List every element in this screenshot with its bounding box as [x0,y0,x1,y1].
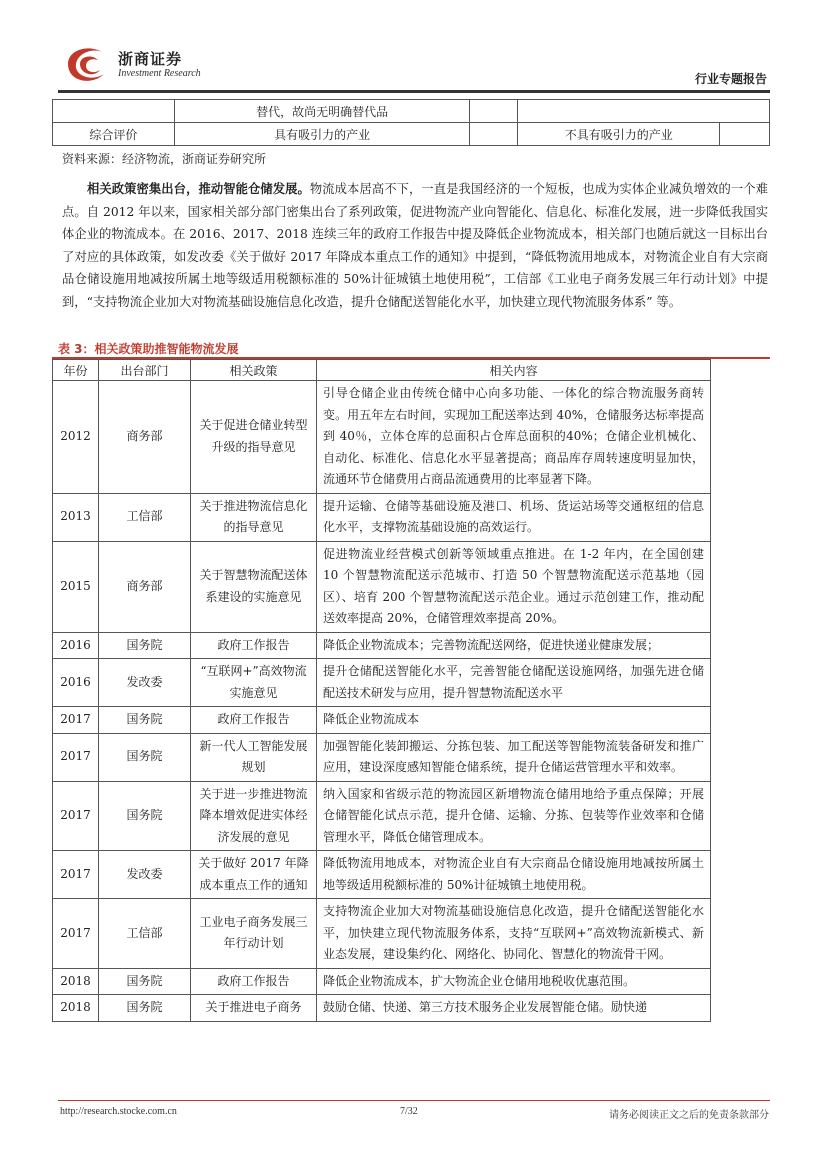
body-paragraph [62,178,768,314]
table-row [53,541,711,632]
table-row [53,123,770,146]
column-header-year: 年份 [53,360,99,381]
brand-name-cn: 浙商证券 [118,50,183,68]
table-cell [518,100,770,123]
content-cell: 降低企业物流成本；完善物流配送网络，促进快递业健康发展； [317,632,711,659]
paragraph-lead: 相关政策密集出台，推动智能仓储发展。 [87,182,310,196]
policy-cell: “互联网+”高效物流实施意见 [191,659,317,707]
table-row [53,100,770,123]
policy-cell: 关于进一步推进物流降本增效促进实体经济发展的意见 [191,781,317,851]
dept-cell: 发改委 [99,851,191,899]
content-cell: 降低物流用地成本，对物流企业自有大宗商品仓储设施用地减按所属土地等级适用税额标准的 50%计征城镇土地使用税。 [317,851,711,899]
brand-name-en: Investment Research [118,68,201,79]
page-number: 7/32 [400,1106,418,1117]
table-cell [470,123,518,146]
dept-cell: 国务院 [99,968,191,995]
column-header-dept: 出台部门 [99,360,191,381]
policy-cell: 政府工作报告 [191,632,317,659]
year-cell: 2018 [53,968,99,995]
content-cell: 支持物流企业加大对物流基础设施信息化改造，提升仓储配送智能化水平，加快建立现代物流服务体系，支持“互联网+”高效物流新模式、新业态发展，建设集约化、网络化、协同化、智慧化的物流骨干网。 [317,899,711,969]
table-cell [720,123,770,146]
comparison-table-tail [52,99,770,146]
source-note: 资料来源：经济物流，浙商证券研究所 [62,152,267,166]
policy-cell: 政府工作报告 [191,707,317,734]
content-cell: 提升运输、仓储等基础设施及港口、机场、货运站场等交通枢纽的信息化水平，支撑物流基础设施的高效运行。 [317,493,711,541]
disclaimer-note: 请务必阅读正文之后的免责条款部分 [609,1110,769,1121]
dept-cell: 工信部 [99,899,191,969]
table-row [53,493,711,541]
table-row [53,995,711,1022]
policy-cell: 工业电子商务发展三年行动计划 [191,899,317,969]
table-cell: 不具有吸引力的产业 [518,123,720,146]
dept-cell: 商务部 [99,541,191,632]
content-cell: 降低企业物流成本 [317,707,711,734]
table-row [53,899,711,969]
content-cell: 降低企业物流成本，扩大物流企业仓储用地税收优惠范围。 [317,968,711,995]
table-title: 表 3：相关政策助推智能物流发展 [58,342,239,356]
dept-cell: 商务部 [99,381,191,494]
table-cell: 综合评价 [53,123,175,146]
table-row [53,851,711,899]
policy-table-body [53,381,711,1022]
table-row [53,632,711,659]
year-cell: 2017 [53,707,99,734]
content-cell: 促进物流业经营模式创新等领域重点推进。在 1-2 年内，在全国创建 10 个智慧物流配送示范城市、打造 50 个智慧物流配送示范基地（园区）、培育 200 个智慧物流配送示范企业。通过示范创建工作，推动配送效率提高 20%，仓储管理效率提高 20%。 [317,541,711,632]
dept-cell: 国务院 [99,733,191,781]
content-cell: 纳入国家和省级示范的物流园区新增物流仓储用地给予重点保障；开展仓储智能化试点示范，提升仓储、运输、分拣、包装等作业效率和仓储管理水平，降低仓储管理成本。 [317,781,711,851]
year-cell: 2017 [53,781,99,851]
policy-cell: 政府工作报告 [191,968,317,995]
table-cell: 替代，故尚无明确替代品 [174,100,470,123]
policy-cell: 关于推进电子商务 [191,995,317,1022]
company-logo [58,42,116,86]
policy-cell: 关于促进仓储业转型升级的指导意见 [191,381,317,494]
table-header-row [53,360,711,381]
table-cell [53,100,175,123]
policy-cell: 关于推进物流信息化的指导意见 [191,493,317,541]
content-cell: 提升仓储配送智能化水平，完善智能仓储配送设施网络，加强先进仓储配送技术研发与应用，提升智慧物流配送水平 [317,659,711,707]
header-divider [58,90,770,93]
table-row [53,968,711,995]
table-row [53,381,711,494]
year-cell: 2015 [53,541,99,632]
footer-divider [58,1100,770,1101]
dept-cell: 国务院 [99,707,191,734]
year-cell: 2013 [53,493,99,541]
column-header-content: 相关内容 [317,360,711,381]
content-cell: 鼓励仓储、快递、第三方技术服务企业发展智能仓储。励快递 [317,995,711,1022]
content-cell: 加强智能化装卸搬运、分拣包装、加工配送等智能物流装备研发和推广应用，建设深度感知智能仓储系统，提升仓储运营管理水平和效率。 [317,733,711,781]
table-row [53,781,711,851]
year-cell: 2017 [53,851,99,899]
table-row [53,733,711,781]
dept-cell: 国务院 [99,781,191,851]
dept-cell: 工信部 [99,493,191,541]
column-header-policy: 相关政策 [191,360,317,381]
table-cell: 具有吸引力的产业 [174,123,470,146]
dept-cell: 发改委 [99,659,191,707]
dept-cell: 国务院 [99,995,191,1022]
paragraph-body: 物流成本居高不下，一直是我国经济的一个短板，也成为实体企业减负增效的一个难点。自 2012 年以来，国家相关部分部门密集出台了系列政策，促进物流产业向智能化、信息化、标准化发展，进一步降低我国实体企业的物流成本。在 2016、2017、2018 连续三年的政府工作报告中提及降低企业物流成本，相关部门也随后就这一目标出台了对应的具体政策，如发改委《关于做好 2017 年降成本重点工作的通知》中提到，“降低物流用地成本，对物流企业自有大宗商品仓储设施用地减按所属土地等级适用税额标准的 50%计征城镇土地使用税”，工信部《工业电子商务发展三年行动计划》中提到，“支持物流企业加大对物流基础设施信息化改造，提升仓储配送智能化水平，加快建立现代物流服务体系” 等。 [62,182,768,309]
policy-table [52,359,711,1022]
year-cell: 2012 [53,381,99,494]
content-cell: 引导仓储企业由传统仓储中心向多功能、一体化的综合物流服务商转变。用五年左右时间，实现加工配送率达到 40%，仓储服务达标率提高到 40％，立体仓库的总面积占仓库总面积的40%；仓储企业机械化、自动化、标准化、信息化水平显著提高；商品库存周转速度明显加快，流通环节仓储费用占商品流通费用的比率显著下降。 [317,381,711,494]
year-cell: 2016 [53,632,99,659]
year-cell: 2016 [53,659,99,707]
table-row [53,659,711,707]
table-cell [470,100,518,123]
year-cell: 2017 [53,899,99,969]
policy-cell: 关于智慧物流配送体系建设的实施意见 [191,541,317,632]
year-cell: 2017 [53,733,99,781]
report-type: 行业专题报告 [694,72,767,86]
policy-cell: 新一代人工智能发展规划 [191,733,317,781]
footer-url[interactable]: http://research.stocke.com.cn [60,1106,177,1117]
year-cell: 2018 [53,995,99,1022]
dept-cell: 国务院 [99,632,191,659]
table-row [53,707,711,734]
policy-cell: 关于做好 2017 年降成本重点工作的通知 [191,851,317,899]
